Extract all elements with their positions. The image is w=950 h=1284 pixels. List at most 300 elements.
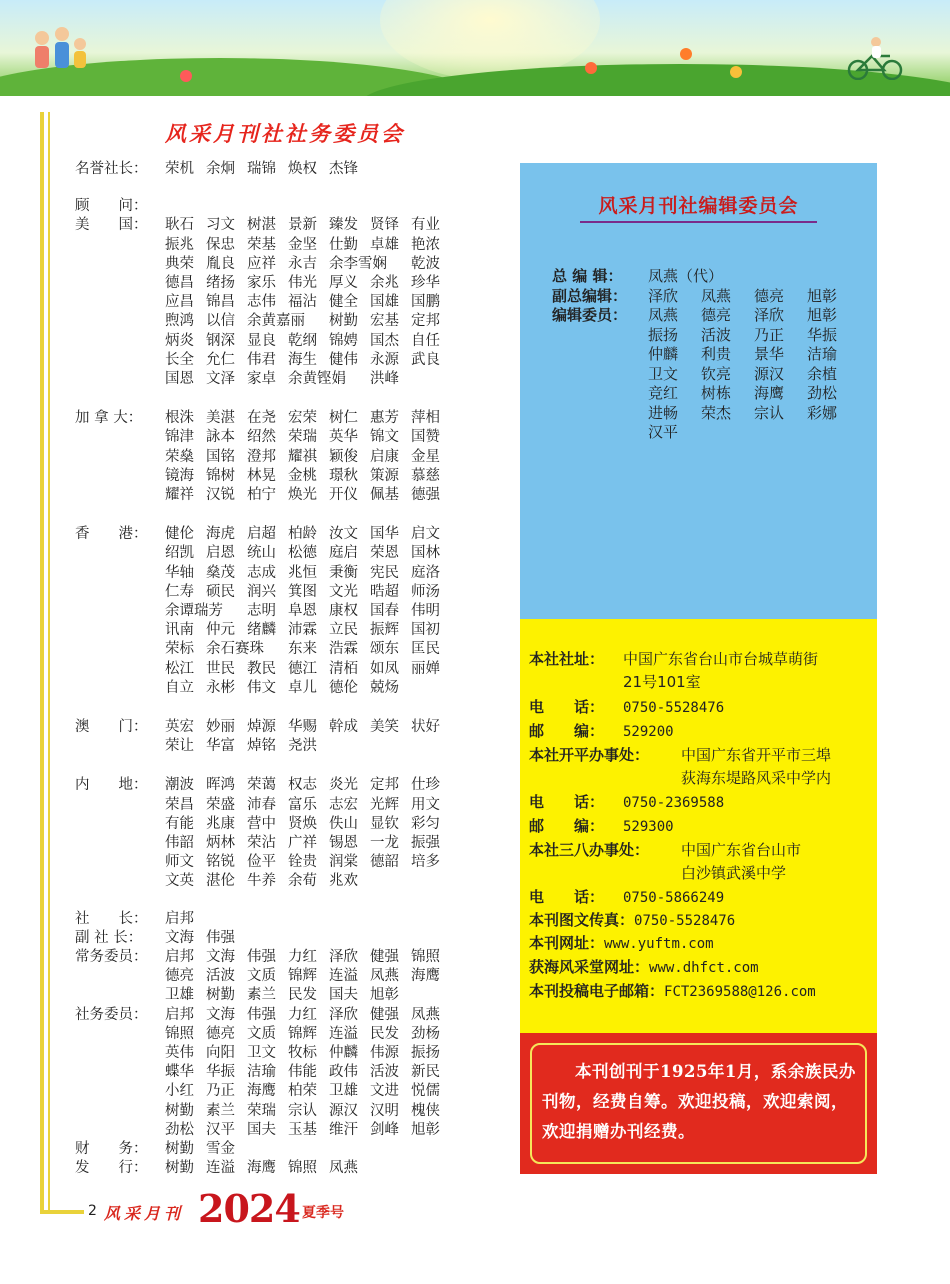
member-name: 德伦 — [329, 679, 358, 696]
member-name: 硕民 — [206, 583, 235, 600]
member-name: 锦照 — [288, 1160, 317, 1177]
member-name: 志明 — [247, 603, 276, 619]
role-label: 编辑委员： — [552, 306, 628, 324]
magazine-name: 风采月刊 — [104, 1204, 185, 1223]
member-name: 浩霖 — [329, 641, 358, 658]
member-name: 荣恩 — [370, 545, 399, 562]
member-name: 焕权 — [288, 161, 317, 177]
member-name: 民发 — [288, 987, 317, 1004]
member-name: 柏宁 — [247, 487, 276, 503]
member-name: 伟强 — [247, 1006, 276, 1023]
contact-row — [529, 957, 759, 979]
committee-row-continued — [165, 467, 452, 486]
member-name: 臻发 — [329, 217, 358, 234]
member-name: 国赞 — [411, 429, 440, 446]
committee-row-continued — [165, 332, 452, 351]
frame-line — [48, 112, 50, 1212]
member-name: 连溢 — [206, 1160, 235, 1177]
member-name: 伟韶 — [165, 835, 194, 851]
member-name: 艳浓 — [411, 236, 440, 253]
committee-row — [75, 1006, 452, 1025]
member-name: 如凤 — [370, 660, 399, 677]
member-name: 劲杨 — [411, 1025, 440, 1042]
member-name: 华振 — [206, 1064, 235, 1081]
committee-row-continued — [165, 834, 452, 853]
member-name: 余谭瑞芳 — [165, 603, 223, 619]
member-name: 用文 — [411, 796, 440, 813]
member-name: 詠本 — [206, 429, 235, 446]
contact-link[interactable]: www.dhfct.com — [649, 960, 759, 976]
member-name: 洪峰 — [370, 371, 399, 387]
contact-label: 电 话： — [529, 698, 605, 716]
contact-row — [529, 910, 735, 932]
member-name: 师汤 — [411, 583, 440, 600]
role-label: 澳 门： — [75, 719, 148, 735]
member-name: 厚义 — [329, 275, 358, 291]
member-name: 佩基 — [370, 487, 399, 503]
member-name: 广祥 — [288, 835, 317, 851]
member-name: 洁瑜 — [247, 1064, 276, 1081]
contact-label: 本刊图文传真： — [529, 911, 635, 929]
member-name: 维汗 — [329, 1121, 358, 1138]
member-name: 启邦 — [165, 1006, 194, 1023]
committee-row-continued — [165, 621, 452, 640]
role-label: 财 务： — [75, 1141, 148, 1157]
member-name: 惠芳 — [370, 410, 399, 427]
contact-row — [529, 863, 786, 884]
member-name: 启恩 — [206, 545, 235, 562]
contact-row — [529, 816, 674, 838]
member-name: 荣标 — [165, 641, 194, 658]
editorial-title: 风采月刊社编辑委员会 — [598, 195, 799, 217]
member-name: 树仁 — [329, 410, 358, 427]
role-label: 副 社 长： — [75, 929, 143, 946]
editorial-row — [552, 306, 860, 326]
contact-row — [529, 721, 674, 743]
member-name: 荣燊 — [165, 448, 194, 465]
member-name: 仕勤 — [329, 236, 358, 253]
member-name: 荣基 — [247, 236, 276, 253]
member-name: 槐侠 — [411, 1102, 440, 1119]
member-name: 策源 — [370, 467, 399, 484]
member-name: 世民 — [206, 660, 235, 677]
member-name: 庭洛 — [411, 564, 440, 581]
member-name: 光辉 — [370, 796, 399, 813]
member-name: 秉衡 — [329, 564, 358, 581]
editor-name: 源汉 — [754, 364, 785, 383]
editor-name: 利贵 — [701, 345, 732, 363]
member-name: 尧洪 — [288, 738, 317, 755]
member-name: 自立 — [165, 679, 194, 696]
member-name: 锦树 — [206, 467, 235, 484]
member-name: 东来 — [288, 641, 317, 658]
member-name: 锦娉 — [329, 332, 358, 349]
member-name: 源汉 — [329, 1102, 358, 1119]
member-name: 锦文 — [370, 429, 399, 446]
member-name: 伟明 — [411, 603, 440, 619]
committee-title: 风采月刊社社务委员会 — [165, 121, 405, 146]
member-name: 仲元 — [206, 622, 235, 639]
member-name: 显良 — [247, 332, 276, 349]
contact-label: 邮 编： — [529, 817, 605, 835]
member-name: 卓儿 — [288, 679, 317, 696]
member-name: 培多 — [411, 854, 440, 871]
member-name: 萍相 — [411, 410, 440, 427]
member-name: 国恩 — [165, 371, 194, 387]
role-label: 副总编辑： — [552, 286, 628, 305]
member-name: 营中 — [247, 815, 276, 832]
member-name: 连溢 — [329, 1025, 358, 1042]
member-name: 树勤 — [329, 313, 358, 330]
member-name: 健强 — [370, 1006, 399, 1023]
member-name: 海鹰 — [247, 1083, 276, 1100]
committee-row — [75, 948, 452, 967]
committee-row — [75, 776, 452, 795]
member-name: 国夫 — [247, 1121, 276, 1138]
editor-name: 海鹰 — [754, 384, 785, 402]
contact-row — [529, 768, 831, 789]
member-name: 余炯 — [206, 161, 235, 177]
member-name: 国雄 — [370, 294, 399, 311]
member-name: 启邦 — [165, 910, 194, 927]
member-name: 松江 — [165, 660, 194, 677]
member-name: 在尧 — [247, 410, 276, 427]
editor-name: 竞红 — [648, 384, 679, 402]
editor-name: 进畅 — [648, 403, 679, 422]
editorial-row — [552, 267, 743, 287]
member-name: 兆欢 — [329, 873, 358, 890]
member-name: 余石赛珠 — [206, 641, 264, 658]
member-name: 煦鸿 — [165, 313, 194, 330]
member-name: 美湛 — [206, 410, 235, 427]
contact-label: 本社社址： — [529, 650, 605, 668]
contact-panel — [520, 619, 877, 1033]
member-name: 晧超 — [370, 583, 399, 600]
member-name: 乃正 — [206, 1083, 235, 1100]
member-name: 炳炎 — [165, 332, 194, 349]
flower-icon — [680, 48, 692, 60]
role-label: 顾 问： — [75, 198, 148, 215]
contact-row — [529, 887, 724, 909]
member-name: 家卓 — [247, 371, 276, 387]
member-name: 锦辉 — [288, 968, 317, 985]
member-name: 德昌 — [165, 275, 194, 291]
editor-name: 景华 — [754, 345, 785, 363]
member-name: 德强 — [411, 487, 440, 503]
member-name: 永源 — [370, 351, 399, 368]
member-name: 文质 — [247, 1025, 276, 1042]
member-name: 颖俊 — [329, 448, 358, 465]
editor-name: 卫文 — [648, 364, 679, 383]
member-name: 国林 — [411, 545, 440, 562]
member-name: 杰锋 — [329, 161, 358, 177]
member-name: 文英 — [165, 873, 194, 890]
member-name: 锦辉 — [288, 1025, 317, 1042]
contact-label: 本社三八办事处： — [529, 841, 650, 859]
member-name: 仕珍 — [411, 777, 440, 794]
editor-name: 宗认 — [754, 403, 785, 422]
member-name: 有能 — [165, 815, 194, 832]
member-name: 权志 — [288, 777, 317, 794]
editor-name: 活波 — [701, 325, 732, 344]
member-name: 卫雄 — [165, 987, 194, 1004]
editorial-row — [648, 345, 860, 365]
contact-value: 529300 — [623, 819, 674, 835]
member-name: 绪扬 — [206, 275, 235, 291]
member-name: 华轴 — [165, 564, 194, 581]
contact-value: 中国广东省开平市三埠 — [681, 746, 832, 764]
committee-row-continued — [165, 853, 452, 872]
member-name: 蝶华 — [165, 1064, 194, 1081]
member-name: 泽欣 — [329, 1006, 358, 1023]
member-name: 素兰 — [206, 1102, 235, 1119]
contact-value: 白沙镇武溪中学 — [681, 864, 787, 882]
contact-value: 中国广东省台山市 — [681, 841, 802, 859]
committee-row-continued — [165, 872, 370, 891]
member-name: 宗认 — [288, 1102, 317, 1119]
member-name: 润兴 — [247, 583, 276, 600]
committee-row — [75, 1140, 247, 1159]
role-label: 社 长： — [75, 910, 148, 927]
member-name: 伟光 — [288, 275, 317, 291]
member-name: 荣昌 — [165, 796, 194, 813]
contact-value: 0750-5528476 — [634, 913, 736, 929]
member-name: 荣机 — [165, 161, 194, 177]
member-name: 文海 — [165, 929, 194, 946]
member-name: 景新 — [288, 217, 317, 234]
member-name: 国春 — [370, 603, 399, 619]
editorial-row — [648, 404, 860, 424]
member-name: 典荣 — [165, 255, 194, 272]
member-name: 英华 — [329, 429, 358, 446]
member-name: 伟强 — [247, 949, 276, 965]
editorial-row — [648, 423, 701, 443]
member-name: 连溢 — [329, 968, 358, 985]
committee-row — [75, 718, 452, 737]
member-name: 树勤 — [165, 1160, 194, 1177]
member-name: 雪金 — [206, 1141, 235, 1157]
member-name: 晖鸿 — [206, 777, 235, 794]
member-name: 焯源 — [247, 719, 276, 735]
member-name: 小红 — [165, 1083, 194, 1100]
member-name: 卫雄 — [329, 1083, 358, 1100]
member-name: 锡恩 — [329, 835, 358, 851]
committee-row-continued — [165, 293, 452, 312]
member-name: 镜海 — [165, 467, 194, 484]
member-name: 潮波 — [165, 777, 194, 794]
contact-label: 邮 编： — [529, 722, 605, 740]
member-name: 开仪 — [329, 487, 358, 503]
member-name: 民发 — [370, 1025, 399, 1042]
member-name: 师文 — [165, 854, 194, 871]
editorial-row — [552, 287, 860, 307]
role-label: 香 港： — [75, 526, 148, 543]
editorial-row — [648, 326, 860, 346]
member-name: 树勤 — [206, 987, 235, 1004]
member-name: 仁寿 — [165, 583, 194, 600]
member-name: 悦儒 — [411, 1083, 440, 1100]
member-name: 璟秋 — [329, 467, 358, 484]
role-label: 内 地： — [75, 777, 148, 794]
committee-row-continued — [165, 1102, 452, 1121]
member-name: 健伦 — [165, 526, 194, 543]
committee-row-continued — [165, 796, 452, 815]
editor-name: 华振 — [807, 325, 838, 344]
member-name: 状好 — [411, 719, 440, 735]
member-name: 绍然 — [247, 429, 276, 446]
member-name: 统山 — [247, 545, 276, 562]
member-name: 允仁 — [206, 351, 235, 368]
member-name: 一龙 — [370, 835, 399, 851]
member-name: 庭启 — [329, 545, 358, 562]
member-name: 启康 — [370, 448, 399, 465]
member-name: 松德 — [288, 545, 317, 562]
member-name: 锦津 — [165, 429, 194, 446]
editor-name: 余植 — [807, 364, 838, 383]
member-name: 牧标 — [288, 1045, 317, 1061]
member-name: 柏荣 — [288, 1083, 317, 1100]
committee-row-continued — [165, 1121, 452, 1140]
committee-row-continued — [165, 1063, 452, 1082]
member-name: 耀祺 — [288, 448, 317, 465]
committee-row-continued — [165, 660, 452, 679]
editor-name: 旭彰 — [807, 306, 838, 324]
member-name: 富乐 — [288, 796, 317, 813]
frame-line — [40, 1210, 84, 1214]
member-name: 余兆 — [370, 275, 399, 291]
member-name: 永吉 — [288, 255, 317, 272]
contact-label: 本刊投稿电子邮箱： — [529, 982, 665, 1000]
committee-row-continued — [165, 236, 452, 255]
member-name: 剑峰 — [370, 1121, 399, 1138]
member-name: 政伟 — [329, 1064, 358, 1081]
contact-row — [529, 672, 701, 693]
member-name: 文光 — [329, 583, 358, 600]
committee-row-continued — [165, 370, 411, 389]
member-name: 沛春 — [247, 796, 276, 813]
member-name: 德亮 — [165, 968, 194, 985]
committee-row-continued — [165, 602, 452, 621]
role-label: 美 国： — [75, 217, 148, 234]
member-name: 耿石 — [165, 217, 194, 234]
contact-value: 0750-5866249 — [623, 890, 725, 906]
member-name: 树勤 — [165, 1141, 194, 1157]
editor-name: 树栋 — [701, 384, 732, 402]
member-name: 金坚 — [288, 236, 317, 253]
member-name: 活波 — [206, 968, 235, 985]
member-name: 家乐 — [247, 275, 276, 291]
committee-row-continued — [165, 428, 452, 447]
member-name: 力红 — [288, 1006, 317, 1023]
member-name: 妙丽 — [206, 719, 235, 735]
member-name: 荣沾 — [247, 835, 276, 851]
contact-link[interactable]: www.yuftm.com — [604, 936, 714, 952]
member-name: 贤焕 — [288, 815, 317, 832]
member-name: 凤燕 — [370, 968, 399, 985]
committee-row — [75, 216, 452, 235]
member-name: 有业 — [411, 217, 440, 234]
member-name: 国初 — [411, 622, 440, 639]
member-name: 海虎 — [206, 526, 235, 543]
member-name: 志宏 — [329, 796, 358, 813]
member-name: 汉平 — [206, 1121, 235, 1138]
member-name: 卫文 — [247, 1045, 276, 1061]
member-name: 美笑 — [370, 719, 399, 735]
member-name: 伟君 — [247, 351, 276, 368]
member-name: 讯南 — [165, 622, 194, 639]
member-name: 国杰 — [370, 332, 399, 349]
editor-name: 钦亮 — [701, 364, 732, 383]
committee-row-continued — [165, 640, 452, 659]
member-name: 福沾 — [288, 294, 317, 311]
member-name: 牛养 — [247, 873, 276, 890]
family-illustration-icon — [24, 26, 94, 76]
member-name: 华富 — [206, 738, 235, 755]
editor-name: 振扬 — [648, 325, 679, 344]
editor-name: 凤燕（代） — [648, 267, 724, 285]
member-name: 柏龄 — [288, 526, 317, 543]
member-name: 幹成 — [329, 719, 358, 735]
member-name: 沛霖 — [288, 622, 317, 639]
member-name: 荣蔼 — [247, 777, 276, 794]
member-name: 湛伦 — [206, 873, 235, 890]
member-name: 康权 — [329, 603, 358, 619]
contact-label: 本社开平办事处： — [529, 746, 650, 764]
notice-text: 本刊创刊于1925年1月，系余族民办刊物，经费自筹。欢迎投稿，欢迎索阅，欢迎捐赠办刊经费。 — [542, 1062, 856, 1141]
member-name: 丽婵 — [411, 660, 440, 677]
contact-link[interactable]: FCT2369588@126.com — [664, 984, 816, 1000]
committee-row-continued — [165, 274, 452, 293]
member-name: 炳林 — [206, 835, 235, 851]
committee-row-continued — [165, 564, 452, 583]
member-name: 国铭 — [206, 448, 235, 465]
member-name: 应祥 — [247, 255, 276, 272]
member-name: 伟能 — [288, 1064, 317, 1081]
member-name: 焕光 — [288, 487, 317, 503]
member-name: 志成 — [247, 564, 276, 581]
editorial-row — [648, 365, 860, 385]
member-name: 余黄铿娟 — [288, 371, 346, 387]
member-name: 凤燕 — [329, 1160, 358, 1177]
member-name: 德江 — [288, 660, 317, 677]
member-name: 铭锐 — [206, 854, 235, 871]
member-name: 燊茂 — [206, 564, 235, 581]
member-name: 以信 — [206, 313, 235, 330]
member-name: 宏荣 — [288, 410, 317, 427]
editor-name: 凤燕 — [701, 286, 732, 305]
member-name: 余李雪娴 — [329, 255, 387, 272]
contact-value: 21号101室 — [623, 673, 701, 691]
role-label: 发 行： — [75, 1160, 148, 1177]
editor-name: 彩娜 — [807, 403, 838, 422]
committee-row — [75, 409, 452, 428]
committee-row — [75, 929, 247, 948]
committee-row-continued — [165, 967, 452, 986]
member-name: 佚山 — [329, 815, 358, 832]
committee-row-continued — [165, 679, 411, 698]
member-name: 武良 — [411, 351, 440, 368]
member-name: 润棠 — [329, 854, 358, 871]
contact-row — [529, 933, 714, 955]
committee-row-continued — [165, 1082, 452, 1101]
contact-label: 电 话： — [529, 793, 605, 811]
member-name: 启超 — [247, 526, 276, 543]
member-name: 健强 — [370, 949, 399, 965]
member-name: 绪麟 — [247, 622, 276, 639]
cyclist-illustration-icon — [846, 36, 906, 80]
editor-name: 荣杰 — [701, 403, 732, 422]
member-name: 汝文 — [329, 526, 358, 543]
